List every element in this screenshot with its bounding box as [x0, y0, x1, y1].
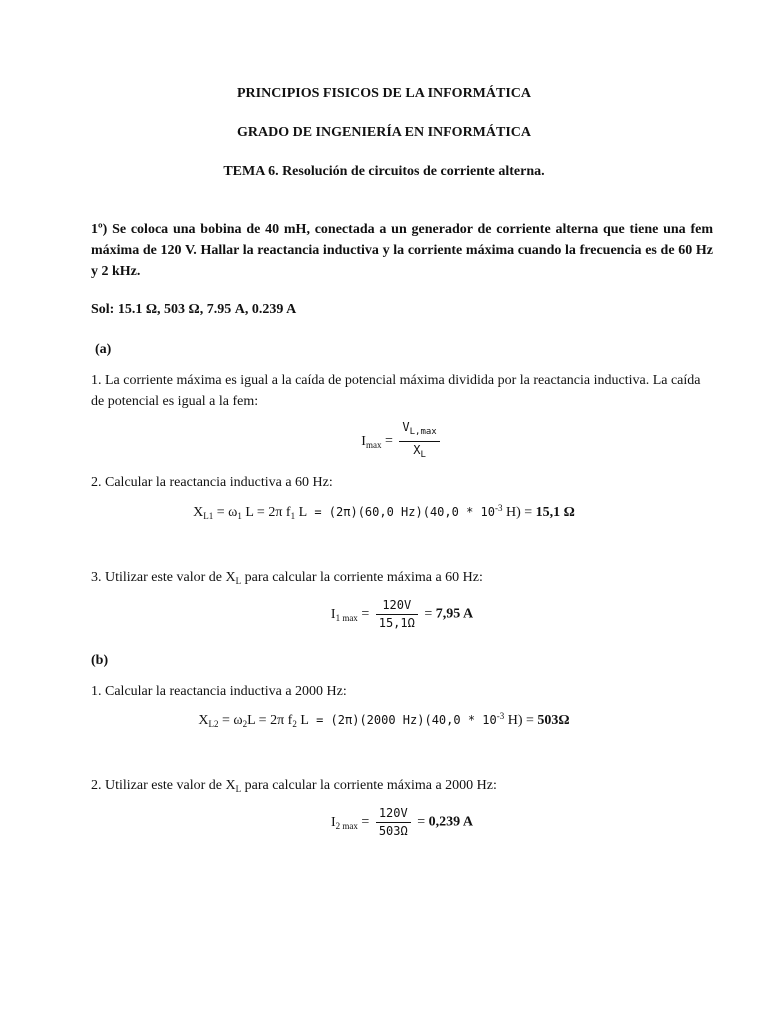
equation-xl2: $X_{L2} = \omega_2L = 2\pi$ $f_2$ L = (2π)(2000 $Hz)(40,0 * 10^{-3}$ H) = 503Ω [198, 711, 570, 729]
problem-statement: 1º) Se coloca una bobina de 40 mH, conectada a un generador de corriente alterna que tiene una fem máxima de 120 V. Hallar la reactancia inductiva y la corriente máxima cuando la frecuencia es de 60 Hz y 2 kHz. [91, 222, 713, 279]
part-b-step1: 1. Calcular la reactancia inductiva a 2000 Hz: [91, 684, 347, 699]
xl2-result: 503Ω [537, 713, 570, 728]
course-title: PRINCIPIOS FISICOS DE LA INFORMÁTICA [236, 86, 532, 101]
part-a-label: (a) [95, 342, 112, 357]
equation-imax: $I_{max}$ = $\frac{V_{L,max}}{X_L}$ [18, 420, 768, 463]
part-a-step3: 3. Utilizar este valor de $X_L$ para calcular la corriente máxima a 60 Hz: [91, 570, 483, 586]
equation-xl1: $X_{L1} = \omega_1$ L = 2π $f_1$ L = (2π)(60,0 $Hz)(40,0 * 10^{-3}$ H) = 15,1 Ω [193, 503, 575, 521]
part-a-step1: 1. La corriente máxima es igual a la caída de potencial máxima dividida por la reactancia inductiva. La caída de potencial es igual a la fem: [91, 373, 701, 409]
part-b-step2: 2. Utilizar este valor de $X_L$ para calcular la corriente máxima a 2000 Hz: [91, 778, 497, 794]
eq-fraction: $\frac{V_{L,max}}{X_L}$ [399, 420, 439, 463]
part-a-step2: 2. Calcular la reactancia inductiva a 60 Hz: [91, 475, 333, 490]
part-b-label: (b) [91, 653, 109, 668]
solution-line: Sol: 15.1 Ω, 503 Ω, 7.95 A, 0.239 A [91, 302, 297, 317]
topic-title: TEMA 6. Resolución de circuitos de corriente alterna. [223, 164, 545, 179]
i1max-result: 7,95 A [435, 606, 474, 622]
xl1-result: 15,1 Ω [535, 505, 575, 520]
equation-i2max: $I_{2 max}$ = $\frac{120V}{503\Omega}$ = 0,239 A [331, 806, 473, 838]
degree-title: GRADO DE INGENIERÍA EN INFORMÁTICA [236, 125, 532, 140]
equation-i1max: $I_{1 max}$ = $\frac{120V}{15,1\Omega}$ = 7,95 A [330, 598, 474, 630]
eq-lhs: $I_{max}$ [361, 433, 382, 450]
i2max-result: 0,239 A [428, 814, 473, 830]
